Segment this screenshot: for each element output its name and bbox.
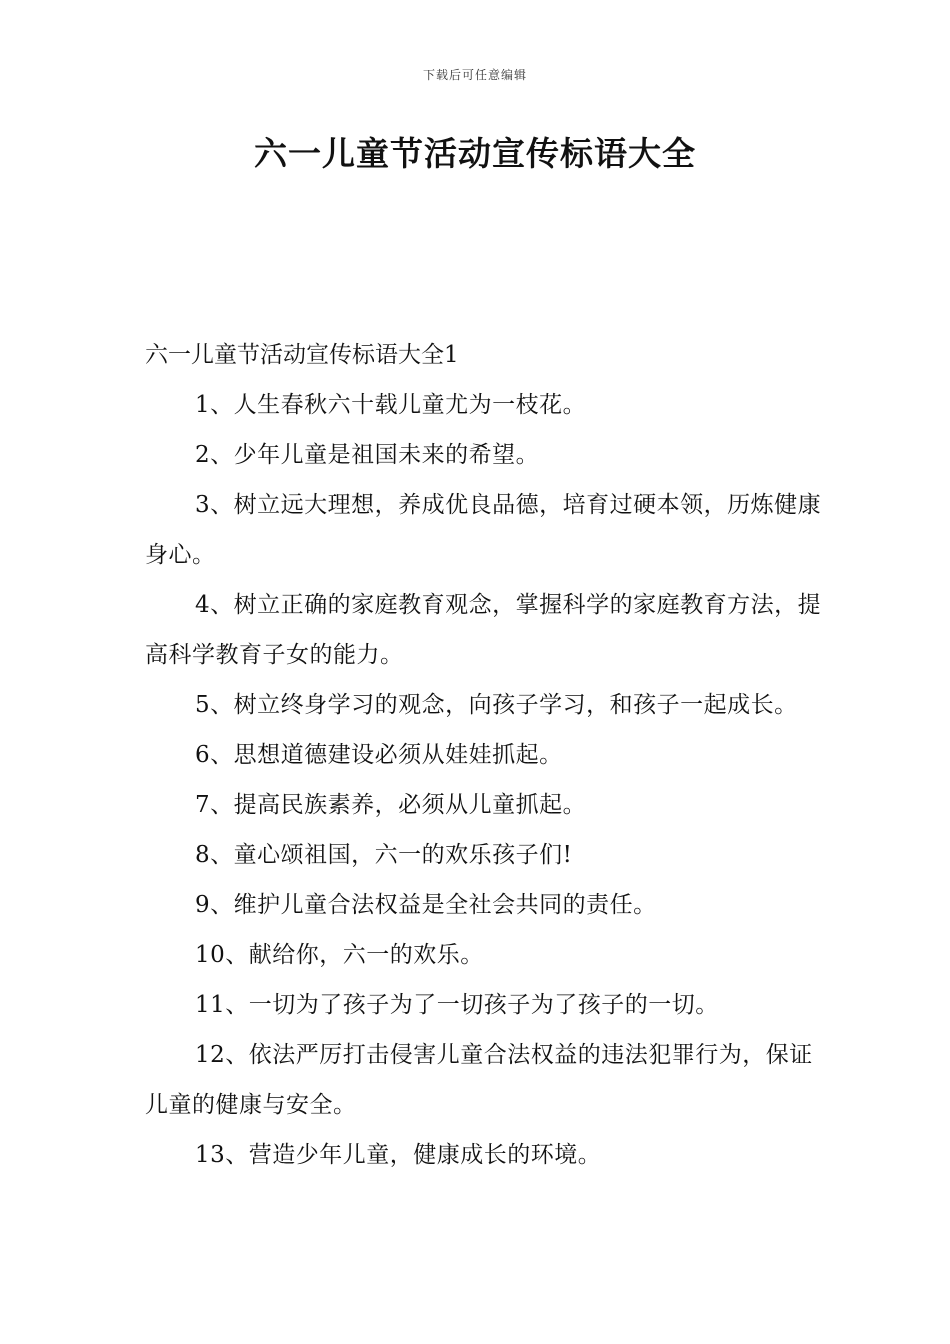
slogan-list bbox=[145, 380, 825, 1180]
list-item: 2、少年儿童是祖国未来的希望。 bbox=[195, 442, 540, 468]
section-heading: 六一儿童节活动宣传标语大全1 bbox=[145, 342, 459, 368]
list-item: 13、营造少年儿童，健康成长的环境。 bbox=[195, 1142, 602, 1168]
list-item: 9、维护儿童合法权益是全社会共同的责任。 bbox=[195, 892, 657, 918]
list-item: 12、依法严厉打击侵害儿童合法权益的违法犯罪行为，保证儿童的健康与安全。 bbox=[145, 1042, 813, 1118]
list-item: 7、提高民族素养，必须从儿童抓起。 bbox=[195, 792, 587, 818]
document-title: 六一儿童节活动宣传标语大全 bbox=[254, 134, 696, 173]
list-item: 5、树立终身学习的观念，向孩子学习，和孩子一起成长。 bbox=[195, 692, 798, 718]
list-item: 6、思想道德建设必须从娃娃抓起。 bbox=[195, 742, 563, 768]
header-note: 下载后可任意编辑 bbox=[422, 68, 527, 82]
list-item: 4、树立正确的家庭教育观念，掌握科学的家庭教育方法，提高科学教育子女的能力。 bbox=[145, 592, 822, 668]
list-item: 3、树立远大理想，养成优良品德，培育过硬本领，历炼健康身心。 bbox=[145, 492, 822, 568]
list-item: 11、一切为了孩子为了一切孩子为了孩子的一切。 bbox=[195, 992, 719, 1018]
list-item: 10、献给你，六一的欢乐。 bbox=[195, 942, 484, 968]
list-item: 1、人生春秋六十载儿童尤为一枝花。 bbox=[195, 392, 587, 418]
document-body bbox=[145, 330, 825, 1180]
list-item: 8、童心颂祖国，六一的欢乐孩子们! bbox=[195, 842, 573, 868]
